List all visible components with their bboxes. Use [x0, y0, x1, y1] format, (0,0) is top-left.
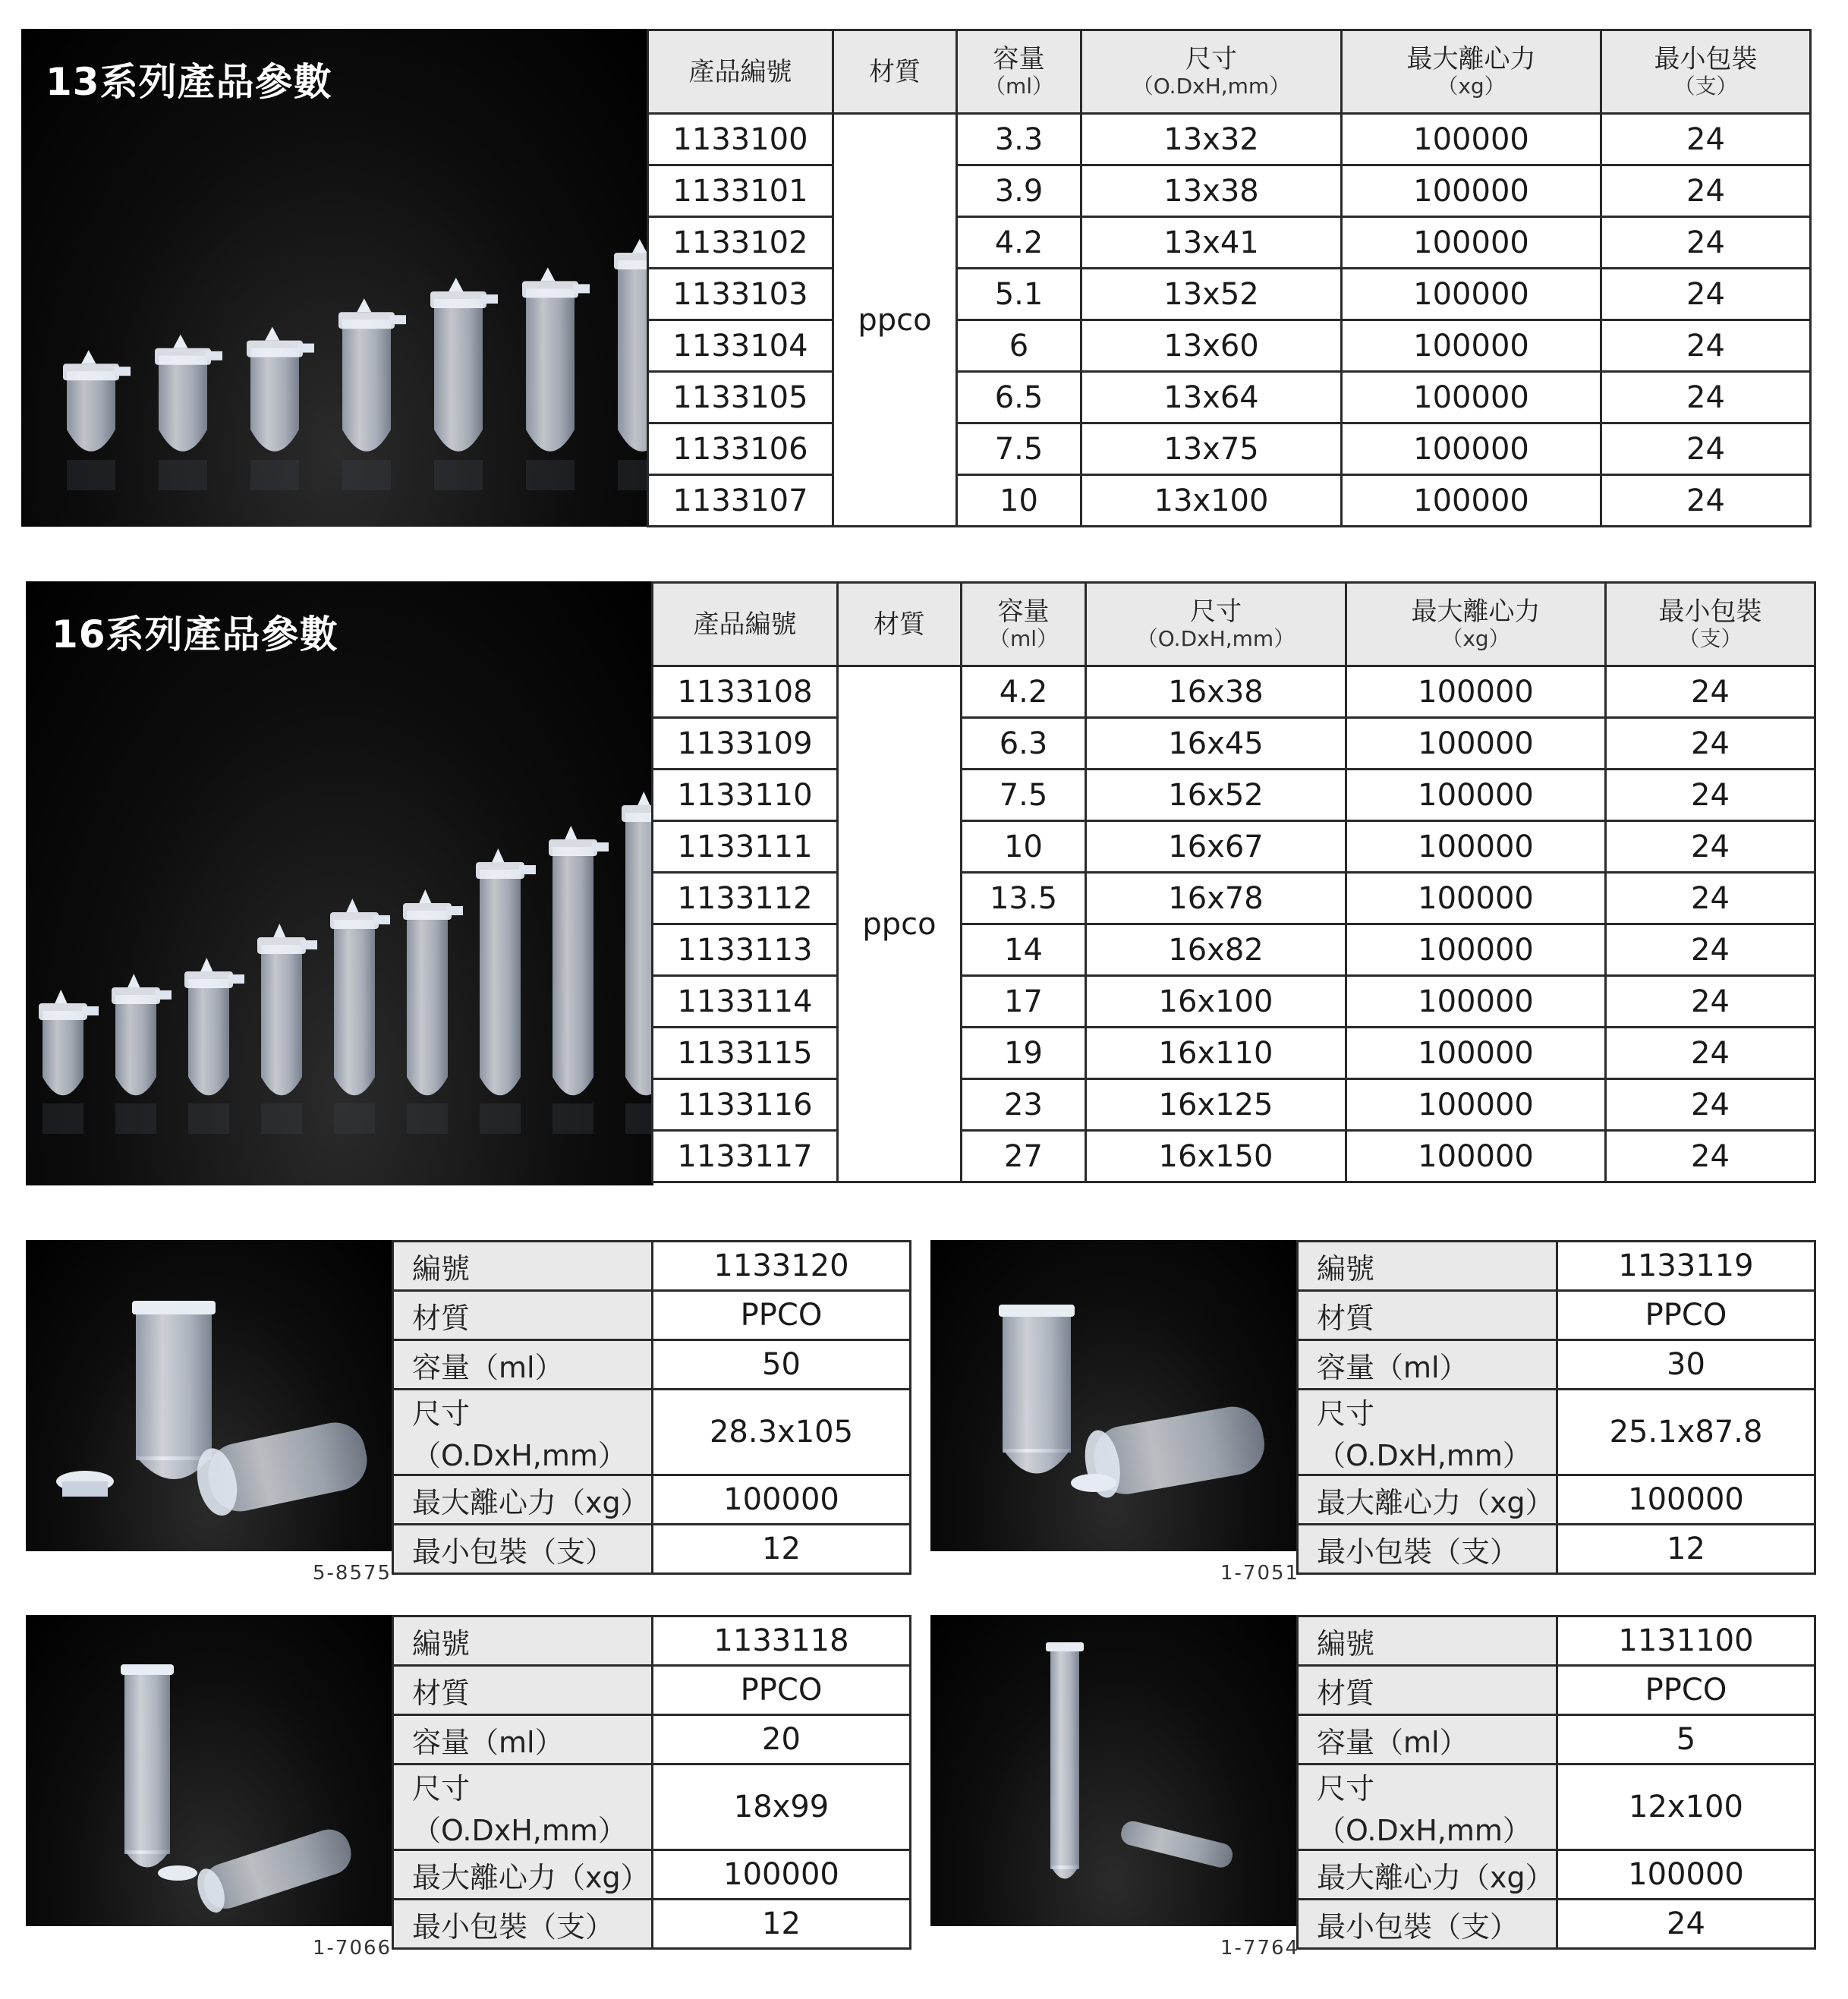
- header-code: 產品編號: [648, 30, 833, 114]
- table-row: [1298, 1291, 1815, 1340]
- force-cell: 100000: [1342, 165, 1601, 217]
- header-pack: 最小包裝 （支）: [1606, 583, 1815, 666]
- table-row: [1298, 1666, 1815, 1715]
- pack-cell: 24: [1601, 217, 1811, 269]
- table-row: [393, 1291, 911, 1340]
- label-code: 編號: [393, 1617, 653, 1666]
- tube-30ml-image: [930, 1240, 1299, 1551]
- table-row: [653, 666, 1815, 718]
- label-volume: 容量（ml）: [1298, 1340, 1557, 1390]
- pack-cell: 24: [1601, 475, 1811, 527]
- label-volume: 容量（ml）: [393, 1340, 653, 1390]
- product-code: 1133114: [653, 976, 838, 1028]
- series13-table: [647, 29, 1812, 527]
- volume-cell: 19: [962, 1028, 1086, 1079]
- product-code: 1133108: [653, 666, 838, 718]
- size-cell: 16x110: [1086, 1028, 1346, 1079]
- photo-code: 1-7066: [313, 1937, 392, 1960]
- header-material: 材質: [833, 30, 957, 114]
- tube-icon: [247, 327, 314, 490]
- product-code: 1133116: [653, 1079, 838, 1131]
- series16-title: 16系列產品參數: [52, 612, 338, 656]
- tube-icon: [476, 848, 536, 1134]
- series13-title: 13系列產品參數: [46, 60, 332, 104]
- tube-icon: [330, 899, 390, 1134]
- force-cell: 100000: [1346, 1131, 1606, 1182]
- header-force: 最大離心力 （xg）: [1342, 30, 1601, 114]
- product-code: 1133101: [648, 165, 833, 217]
- header-pack: 最小包裝 （支）: [1601, 30, 1811, 114]
- product-photo-1133118: [26, 1615, 394, 1926]
- tube-icon: [63, 350, 131, 490]
- product-code: 1133103: [648, 269, 833, 320]
- photo-code: 1-7051: [1220, 1562, 1300, 1585]
- tube-icon: [403, 889, 463, 1134]
- size-cell: 16x150: [1086, 1131, 1346, 1182]
- label-size: 尺寸（O.DxH,mm）: [393, 1390, 653, 1475]
- volume-cell: 10: [962, 821, 1086, 873]
- table-row: [1298, 1764, 1815, 1850]
- tube-icon: [257, 924, 317, 1134]
- tube-icon: [155, 335, 222, 490]
- force-cell: 100000: [1346, 770, 1606, 821]
- force-cell: 100000: [1342, 475, 1601, 527]
- table-row: [648, 217, 1811, 269]
- table-row: [1298, 1715, 1815, 1764]
- pack-cell: 24: [1606, 821, 1815, 873]
- series13-tubes-image: [21, 29, 649, 527]
- product-code: 1133105: [648, 372, 833, 423]
- table-row: [393, 1242, 911, 1291]
- value-force: 100000: [1557, 1850, 1815, 1900]
- photo-code: 1-7764: [1220, 1937, 1300, 1960]
- force-cell: 100000: [1346, 821, 1606, 873]
- volume-cell: 7.5: [962, 770, 1086, 821]
- size-cell: 13x38: [1081, 165, 1342, 217]
- table-row: [393, 1525, 911, 1574]
- pack-cell: 24: [1606, 924, 1815, 976]
- label-code: 編號: [1298, 1617, 1557, 1666]
- force-cell: 100000: [1342, 114, 1601, 165]
- series16-photo: [26, 581, 653, 1185]
- volume-cell: 23: [962, 1079, 1086, 1131]
- size-cell: 13x60: [1081, 320, 1342, 372]
- table-row: [653, 1079, 1815, 1131]
- volume-cell: 3.9: [957, 165, 1081, 217]
- value-size: 12x100: [1557, 1764, 1815, 1850]
- table-row: [653, 770, 1815, 821]
- label-code: 編號: [393, 1242, 653, 1291]
- value-pack: 12: [1557, 1525, 1815, 1574]
- value-force: 100000: [653, 1475, 911, 1525]
- label-material: 材質: [393, 1666, 653, 1715]
- product-code: 1133107: [648, 475, 833, 527]
- product-spec-1133118: [392, 1615, 911, 1950]
- size-cell: 13x32: [1081, 114, 1342, 165]
- header-material: 材質: [838, 583, 962, 666]
- product-code: 1133109: [653, 718, 838, 770]
- label-force: 最大離心力（xg）: [393, 1850, 653, 1900]
- tube-icon: [39, 990, 99, 1134]
- value-code: 1131100: [1557, 1617, 1815, 1666]
- product-code: 1133112: [653, 873, 838, 924]
- size-cell: 16x45: [1086, 718, 1346, 770]
- value-material: PPCO: [1557, 1291, 1815, 1340]
- photo-code: 5-8575: [313, 1562, 392, 1585]
- tube-5ml-image: [930, 1615, 1299, 1926]
- pack-cell: 24: [1601, 372, 1811, 423]
- table-row: [1298, 1340, 1815, 1390]
- tube-icon: [430, 278, 498, 490]
- series16-header-row: [653, 583, 1815, 666]
- table-row: [393, 1390, 911, 1475]
- volume-cell: 6.3: [962, 718, 1086, 770]
- table-row: [653, 976, 1815, 1028]
- table-row: [393, 1475, 911, 1525]
- product-code: 1133113: [653, 924, 838, 976]
- product-code: 1133111: [653, 821, 838, 873]
- label-pack: 最小包裝（支）: [393, 1525, 653, 1574]
- product-photo-1133119: [930, 1240, 1299, 1551]
- size-cell: 16x38: [1086, 666, 1346, 718]
- tube-icon: [522, 267, 590, 490]
- force-cell: 100000: [1346, 1079, 1606, 1131]
- volume-cell: 17: [962, 976, 1086, 1028]
- force-cell: 100000: [1346, 1028, 1606, 1079]
- table-row: [1298, 1242, 1815, 1291]
- pack-cell: 24: [1606, 666, 1815, 718]
- header-code: 產品編號: [653, 583, 838, 666]
- volume-cell: 27: [962, 1131, 1086, 1182]
- label-code: 編號: [1298, 1242, 1557, 1291]
- pack-cell: 24: [1601, 114, 1811, 165]
- size-cell: 13x64: [1081, 372, 1342, 423]
- value-material: PPCO: [1557, 1666, 1815, 1715]
- table-row: [1298, 1850, 1815, 1900]
- value-material: PPCO: [653, 1666, 911, 1715]
- size-cell: 16x82: [1086, 924, 1346, 976]
- volume-cell: 7.5: [957, 423, 1081, 475]
- volume-cell: 3.3: [957, 114, 1081, 165]
- table-row: [1298, 1617, 1815, 1666]
- table-row: [393, 1340, 911, 1390]
- volume-cell: 13.5: [962, 873, 1086, 924]
- pack-cell: 24: [1606, 1028, 1815, 1079]
- size-cell: 13x41: [1081, 217, 1342, 269]
- tube-icon: [112, 974, 172, 1134]
- product-photo-1131100: [930, 1615, 1299, 1926]
- table-row: [653, 1028, 1815, 1079]
- table-row: [393, 1715, 911, 1764]
- size-cell: 16x125: [1086, 1079, 1346, 1131]
- material-cell: ppco: [833, 114, 957, 527]
- table-row: [393, 1900, 911, 1949]
- force-cell: 100000: [1342, 320, 1601, 372]
- tube-icon: [338, 298, 406, 490]
- label-volume: 容量（ml）: [1298, 1715, 1557, 1764]
- pack-cell: 24: [1601, 320, 1811, 372]
- force-cell: 100000: [1342, 423, 1601, 475]
- force-cell: 100000: [1346, 718, 1606, 770]
- value-code: 1133119: [1557, 1242, 1815, 1291]
- value-force: 100000: [1557, 1475, 1815, 1525]
- table-row: [648, 372, 1811, 423]
- label-pack: 最小包裝（支）: [393, 1900, 653, 1949]
- size-cell: 13x75: [1081, 423, 1342, 475]
- value-pack: 12: [653, 1900, 911, 1949]
- series16-table: [651, 581, 1816, 1183]
- size-cell: 16x52: [1086, 770, 1346, 821]
- tube-icon: [549, 826, 609, 1134]
- value-volume: 50: [653, 1340, 911, 1390]
- product-spec-1131100: [1296, 1615, 1816, 1950]
- table-row: [653, 873, 1815, 924]
- size-cell: 13x100: [1081, 475, 1342, 527]
- value-size: 25.1x87.8: [1557, 1390, 1815, 1475]
- label-force: 最大離心力（xg）: [1298, 1475, 1557, 1525]
- table-row: [393, 1666, 911, 1715]
- pack-cell: 24: [1606, 770, 1815, 821]
- volume-cell: 5.1: [957, 269, 1081, 320]
- tube-icon: [184, 958, 244, 1134]
- pack-cell: 24: [1601, 165, 1811, 217]
- table-row: [648, 423, 1811, 475]
- value-pack: 24: [1557, 1900, 1815, 1949]
- force-cell: 100000: [1346, 924, 1606, 976]
- header-volume: 容量 （ml）: [957, 30, 1081, 114]
- table-row: [648, 165, 1811, 217]
- value-pack: 12: [653, 1525, 911, 1574]
- header-size: 尺寸 （O.DxH,mm）: [1086, 583, 1346, 666]
- force-cell: 100000: [1342, 269, 1601, 320]
- table-row: [1298, 1525, 1815, 1574]
- table-row: [653, 718, 1815, 770]
- label-pack: 最小包裝（支）: [1298, 1525, 1557, 1574]
- volume-cell: 4.2: [957, 217, 1081, 269]
- table-row: [648, 320, 1811, 372]
- force-cell: 100000: [1346, 666, 1606, 718]
- pack-cell: 24: [1601, 423, 1811, 475]
- label-size: 尺寸（O.DxH,mm）: [1298, 1390, 1557, 1475]
- table-row: [393, 1850, 911, 1900]
- product-code: 1133100: [648, 114, 833, 165]
- label-size: 尺寸（O.DxH,mm）: [393, 1764, 653, 1850]
- label-size: 尺寸（O.DxH,mm）: [1298, 1764, 1557, 1850]
- table-row: [393, 1617, 911, 1666]
- label-material: 材質: [1298, 1291, 1557, 1340]
- product-code: 1133106: [648, 423, 833, 475]
- table-row: [653, 1131, 1815, 1182]
- tube-20ml-image: [26, 1615, 394, 1926]
- tube-icon: [614, 239, 649, 490]
- table-row: [653, 924, 1815, 976]
- volume-cell: 6.5: [957, 372, 1081, 423]
- table-row: [648, 114, 1811, 165]
- product-code: 1133117: [653, 1131, 838, 1182]
- pack-cell: 24: [1601, 269, 1811, 320]
- tube-icon: [622, 792, 653, 1134]
- table-row: [648, 475, 1811, 527]
- label-material: 材質: [393, 1291, 653, 1340]
- table-row: [1298, 1475, 1815, 1525]
- product-code: 1133110: [653, 770, 838, 821]
- table-row: [1298, 1390, 1815, 1475]
- label-pack: 最小包裝（支）: [1298, 1900, 1557, 1949]
- label-volume: 容量（ml）: [393, 1715, 653, 1764]
- pack-cell: 24: [1606, 1079, 1815, 1131]
- value-code: 1133118: [653, 1617, 911, 1666]
- pack-cell: 24: [1606, 976, 1815, 1028]
- value-size: 28.3x105: [653, 1390, 911, 1475]
- series13-header-row: [648, 30, 1811, 114]
- value-volume: 20: [653, 1715, 911, 1764]
- label-force: 最大離心力（xg）: [1298, 1850, 1557, 1900]
- size-cell: 16x78: [1086, 873, 1346, 924]
- force-cell: 100000: [1342, 372, 1601, 423]
- force-cell: 100000: [1346, 976, 1606, 1028]
- pack-cell: 24: [1606, 1131, 1815, 1182]
- product-code: 1133102: [648, 217, 833, 269]
- volume-cell: 14: [962, 924, 1086, 976]
- product-spec-1133119: [1296, 1240, 1816, 1575]
- value-material: PPCO: [653, 1291, 911, 1340]
- pack-cell: 24: [1606, 718, 1815, 770]
- label-force: 最大離心力（xg）: [393, 1475, 653, 1525]
- table-row: [653, 821, 1815, 873]
- table-row: [393, 1764, 911, 1850]
- series16-tubes-image: [26, 581, 653, 1185]
- size-cell: 16x67: [1086, 821, 1346, 873]
- force-cell: 100000: [1342, 217, 1601, 269]
- volume-cell: 6: [957, 320, 1081, 372]
- product-photo-1133120: [26, 1240, 394, 1551]
- value-volume: 5: [1557, 1715, 1815, 1764]
- value-code: 1133120: [653, 1242, 911, 1291]
- size-cell: 13x52: [1081, 269, 1342, 320]
- tube-50ml-image: [26, 1240, 394, 1551]
- value-size: 18x99: [653, 1764, 911, 1850]
- header-size: 尺寸 （O.DxH,mm）: [1081, 30, 1342, 114]
- pack-cell: 24: [1606, 873, 1815, 924]
- series13-photo: [21, 29, 649, 527]
- material-cell: ppco: [838, 666, 962, 1182]
- header-volume: 容量 （ml）: [962, 583, 1086, 666]
- value-force: 100000: [653, 1850, 911, 1900]
- force-cell: 100000: [1346, 873, 1606, 924]
- header-force: 最大離心力 （xg）: [1346, 583, 1606, 666]
- volume-cell: 10: [957, 475, 1081, 527]
- product-code: 1133104: [648, 320, 833, 372]
- volume-cell: 4.2: [962, 666, 1086, 718]
- product-code: 1133115: [653, 1028, 838, 1079]
- size-cell: 16x100: [1086, 976, 1346, 1028]
- label-material: 材質: [1298, 1666, 1557, 1715]
- table-row: [648, 269, 1811, 320]
- value-volume: 30: [1557, 1340, 1815, 1390]
- product-spec-1133120: [392, 1240, 911, 1575]
- table-row: [1298, 1900, 1815, 1949]
